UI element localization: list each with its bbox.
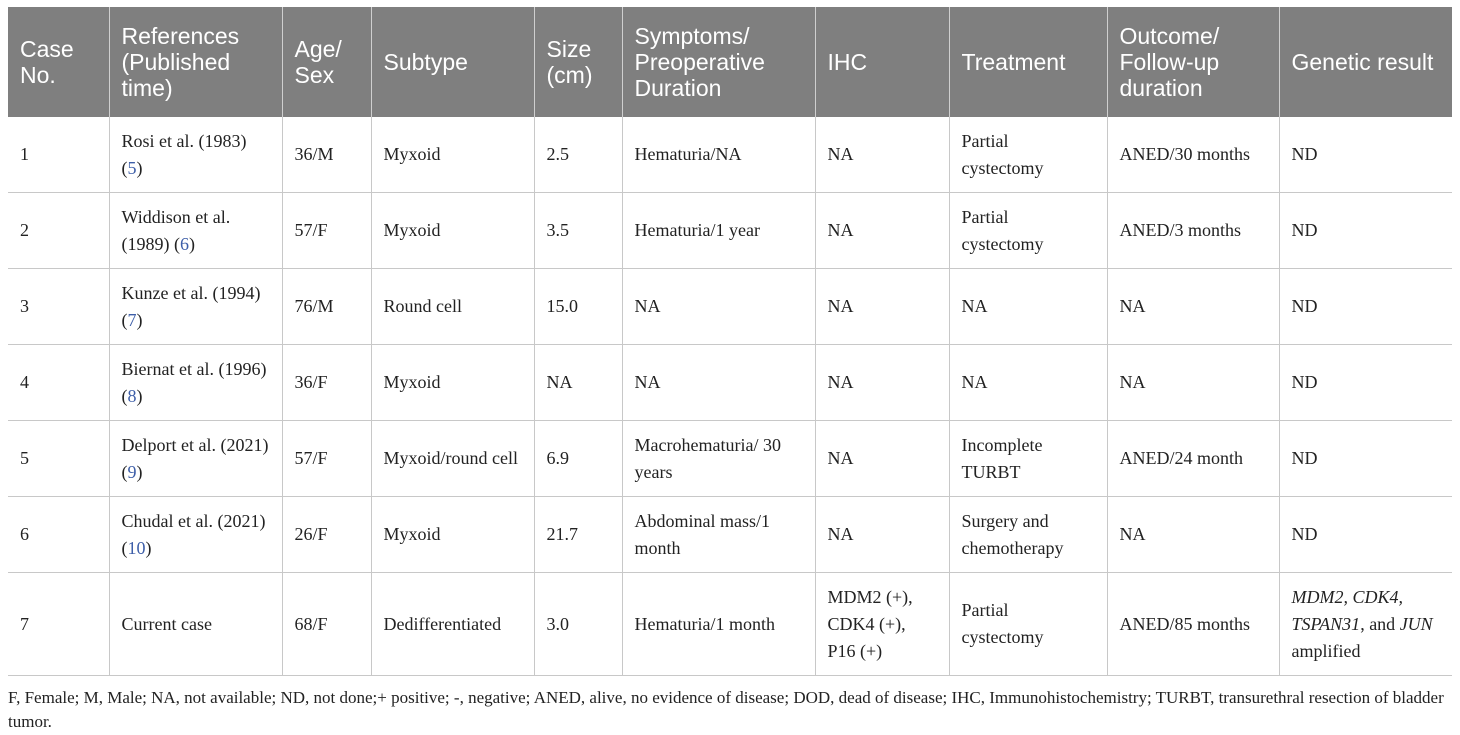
- header-treatment: Treatment: [949, 7, 1107, 117]
- cell-outcome: ANED/24 month: [1107, 421, 1279, 497]
- cell-outcome: NA: [1107, 269, 1279, 345]
- gene-suffix: amplified: [1291, 640, 1361, 661]
- reference-link[interactable]: 10: [127, 537, 146, 558]
- cell-ihc: NA: [815, 269, 949, 345]
- cell-size: 15.0: [534, 269, 622, 345]
- cell-subtype: Myxoid: [371, 497, 534, 573]
- reference-text: Delport et al. (2021): [121, 434, 269, 455]
- header-outcome: Outcome/ Follow-up duration: [1107, 7, 1279, 117]
- cell-ihc: NA: [815, 497, 949, 573]
- header-ihc: IHC: [815, 7, 949, 117]
- gene-jun: JUN: [1399, 613, 1433, 634]
- reference-link[interactable]: 7: [127, 309, 137, 330]
- table-row: [8, 421, 1452, 497]
- cell-age-sex: 36/M: [282, 117, 371, 193]
- reference-link[interactable]: 6: [180, 233, 189, 254]
- cell-size: NA: [534, 345, 622, 421]
- cell-reference: Widdison et al. (1989) (6): [109, 193, 282, 269]
- cell-ihc: NA: [815, 421, 949, 497]
- cell-genetic: ND: [1279, 193, 1452, 269]
- cell-treatment: Incomplete TURBT: [949, 421, 1107, 497]
- cell-treatment: Partial cystectomy: [949, 117, 1107, 193]
- cell-reference: Current case: [109, 573, 282, 676]
- cell-case: 2: [8, 193, 109, 269]
- header-size: Size (cm): [534, 7, 622, 117]
- cell-outcome: ANED/30 months: [1107, 117, 1279, 193]
- table-row: [8, 497, 1452, 573]
- cell-case: 1: [8, 117, 109, 193]
- cell-age-sex: 57/F: [282, 193, 371, 269]
- cell-subtype: Round cell: [371, 269, 534, 345]
- cell-symptoms: Hematuria/NA: [622, 117, 815, 193]
- cell-outcome: ANED/3 months: [1107, 193, 1279, 269]
- reference-text: Kunze et al. (1994): [121, 282, 261, 303]
- cell-age-sex: 76/M: [282, 269, 371, 345]
- cell-reference: Rosi et al. (1983) (5): [109, 117, 282, 193]
- cell-symptoms: Macrohematuria/ 30 years: [622, 421, 815, 497]
- cell-subtype: Dedifferentiated: [371, 573, 534, 676]
- cell-reference: Kunze et al. (1994) (7): [109, 269, 282, 345]
- cell-ihc: MDM2 (+), CDK4 (+), P16 (+): [815, 573, 949, 676]
- cell-genetic: [1279, 573, 1452, 676]
- table-row-current-case: [8, 573, 1452, 676]
- cell-case: 5: [8, 421, 109, 497]
- table-header: [8, 7, 1452, 117]
- cell-size: 2.5: [534, 117, 622, 193]
- cell-age-sex: 57/F: [282, 421, 371, 497]
- cell-case: 6: [8, 497, 109, 573]
- header-subtype: Subtype: [371, 7, 534, 117]
- cell-subtype: Myxoid/round cell: [371, 421, 534, 497]
- cell-ihc: NA: [815, 117, 949, 193]
- header-references: References (Published time): [109, 7, 282, 117]
- cell-genetic: ND: [1279, 269, 1452, 345]
- reference-text: Widdison et al. (1989): [121, 206, 231, 254]
- cell-symptoms: Hematuria/1 month: [622, 573, 815, 676]
- cell-symptoms: Abdominal mass/1 month: [622, 497, 815, 573]
- cell-genetic: ND: [1279, 117, 1452, 193]
- cell-reference: Biernat et al. (1996) (8): [109, 345, 282, 421]
- cell-treatment: NA: [949, 269, 1107, 345]
- cell-treatment: Surgery and chemotherapy: [949, 497, 1107, 573]
- cell-size: 6.9: [534, 421, 622, 497]
- cell-subtype: Myxoid: [371, 117, 534, 193]
- cell-outcome: ANED/85 months: [1107, 573, 1279, 676]
- cell-case: 4: [8, 345, 109, 421]
- reference-text: Biernat et al. (1996): [121, 358, 267, 379]
- cell-treatment: Partial cystectomy: [949, 193, 1107, 269]
- cell-age-sex: 36/F: [282, 345, 371, 421]
- cell-size: 3.5: [534, 193, 622, 269]
- table-row: [8, 345, 1452, 421]
- cell-reference: Delport et al. (2021) (9): [109, 421, 282, 497]
- reference-text: Chudal et al. (2021): [121, 510, 266, 531]
- cell-age-sex: 26/F: [282, 497, 371, 573]
- cell-ihc: NA: [815, 193, 949, 269]
- header-case-no: Case No.: [8, 7, 109, 117]
- cell-subtype: Myxoid: [371, 193, 534, 269]
- cell-age-sex: 68/F: [282, 573, 371, 676]
- reference-link[interactable]: 9: [127, 461, 137, 482]
- table-row: [8, 117, 1452, 193]
- table-row: [8, 269, 1452, 345]
- header-age-sex: Age/ Sex: [282, 7, 371, 117]
- header-genetic: Genetic result: [1279, 7, 1452, 117]
- cell-symptoms: Hematuria/1 year: [622, 193, 815, 269]
- gene-conjunction: , and: [1360, 613, 1396, 634]
- gene-list: MDM2, CDK4, TSPAN31: [1291, 586, 1403, 634]
- table-container: [8, 7, 1452, 676]
- reference-link[interactable]: 8: [127, 385, 137, 406]
- case-table: [8, 7, 1452, 676]
- header-symptoms: Symptoms/ Preoperative Duration: [622, 7, 815, 117]
- cell-genetic: ND: [1279, 421, 1452, 497]
- cell-ihc: NA: [815, 345, 949, 421]
- cell-genetic: ND: [1279, 497, 1452, 573]
- table-row: [8, 193, 1452, 269]
- cell-reference: Chudal et al. (2021) (10): [109, 497, 282, 573]
- reference-text: Rosi et al. (1983): [121, 130, 247, 151]
- cell-subtype: Myxoid: [371, 345, 534, 421]
- cell-outcome: NA: [1107, 345, 1279, 421]
- cell-symptoms: NA: [622, 345, 815, 421]
- cell-outcome: NA: [1107, 497, 1279, 573]
- reference-link[interactable]: 5: [127, 157, 137, 178]
- cell-treatment: Partial cystectomy: [949, 573, 1107, 676]
- cell-symptoms: NA: [622, 269, 815, 345]
- header-row: [8, 7, 1452, 117]
- cell-treatment: NA: [949, 345, 1107, 421]
- cell-size: 3.0: [534, 573, 622, 676]
- cell-genetic: ND: [1279, 345, 1452, 421]
- table-body: [8, 117, 1452, 676]
- cell-case: 3: [8, 269, 109, 345]
- cell-case: 7: [8, 573, 109, 676]
- cell-size: 21.7: [534, 497, 622, 573]
- table-footnote: F, Female; M, Male; NA, not available; ND, not done;+ positive; -, negative; ANED, alive, no evidence of disease; DOD, dead of disease; IHC, Immunohistochemistry; TURBT, transurethral resection of bladder tumor.: [8, 688, 1444, 731]
